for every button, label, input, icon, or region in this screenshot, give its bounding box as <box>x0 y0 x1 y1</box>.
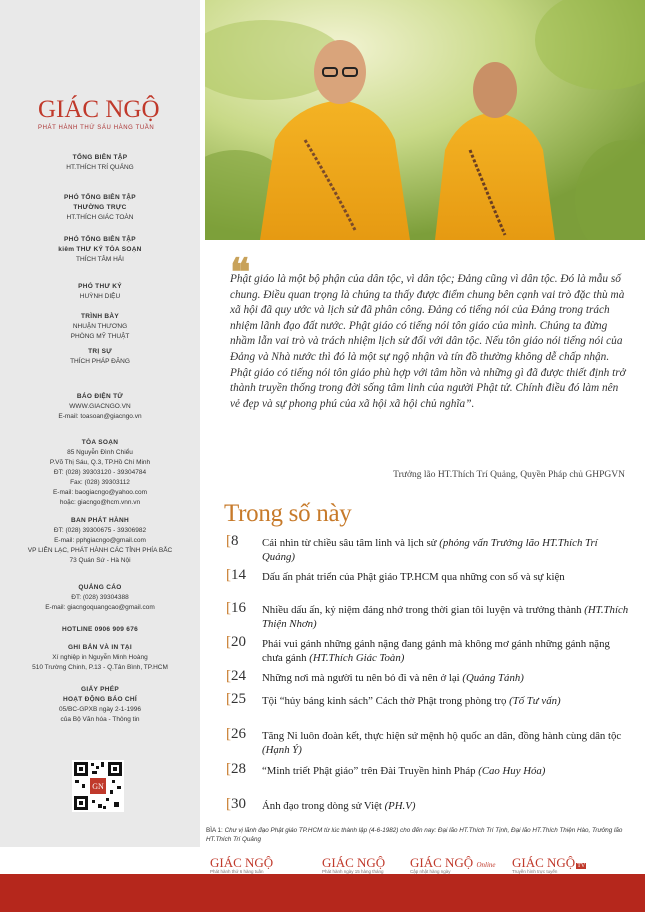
masthead-value: PHÒNG MỸ THUẬT <box>70 333 130 340</box>
footer-brands <box>0 847 645 874</box>
masthead-entry <box>0 685 200 725</box>
masthead-value: ĐT: (028) 39300675 - 39306982 <box>53 527 147 534</box>
masthead-heading: PHÓ TỔNG BIÊN TẬP <box>64 194 136 201</box>
footer-brand-sub: Phát hành thứ 6 hàng tuần <box>210 869 264 874</box>
masthead-entry <box>0 153 200 173</box>
toc-page-number: [8 <box>226 533 239 549</box>
masthead-heading: PHÓ THƯ KÝ <box>78 283 122 290</box>
masthead-entry <box>0 392 200 422</box>
masthead-value: THÍCH PHÁP ĐĂNG <box>70 358 130 365</box>
toc-text: Những nơi mà người tu nên bỏ đi và nên ở lại (Quảng Tánh) <box>262 672 524 684</box>
masthead-value: THÍCH TÂM HẢI <box>76 256 124 263</box>
masthead-entry <box>0 312 200 342</box>
toc-page-number: [30 <box>226 796 246 812</box>
masthead-sidebar <box>0 0 200 865</box>
footer-brand-sub: Phát hành ngày 15 hàng tháng <box>322 869 384 874</box>
toc-text: Phải vui gánh những gánh nặng đang gánh mà không mơ gánh những gánh nặng chưa gánh (HT.Thích Giác Toàn) <box>262 638 610 664</box>
cover-photo <box>205 0 645 240</box>
footer-brand-suffix: TV <box>577 863 586 869</box>
masthead-heading: TÒA SOẠN <box>81 439 119 446</box>
qr-code-icon <box>72 760 124 812</box>
masthead-value: ĐT: (028) 39303120 - 39304784 <box>53 469 147 476</box>
toc-text: Tăng Ni luôn đoàn kết, thực hiện sứ mệnh hộ quốc an dân, đồng hành cùng dân tộc (Hạnh Ý) <box>262 730 622 756</box>
masthead-value: 73 Quán Sứ - Hà Nội <box>69 557 131 564</box>
masthead-value: 85 Nguyễn Đình Chiểu <box>67 449 133 456</box>
masthead-heading: HOTLINE 0906 909 676 <box>61 626 139 633</box>
masthead-heading-2: HOẠT ĐỘNG BÁO CHÍ <box>62 696 138 703</box>
masthead-value: 510 Trường Chinh, P.13 - Q.Tân Bình, TP.HCM <box>32 664 168 671</box>
masthead-value: P.Võ Thị Sáu, Q.3, TP.Hồ Chí Minh <box>49 459 151 466</box>
footer-brand-logo: GIÁC NGỘ <box>322 855 386 870</box>
masthead-value: HT.THÍCH GIÁC TOÀN <box>66 214 134 221</box>
toc-text: Dấu ấn phát triển của Phật giáo TP.HCM qua những con số và sự kiện <box>262 571 565 583</box>
masthead-entry <box>0 235 200 265</box>
toc-text: Nhiều dấu ấn, kỷ niệm đáng nhớ trong thời gian tôi luyện và trưởng thành (HT.Thích Thiện Nhơn) <box>262 604 629 630</box>
masthead-heading: QUẢNG CÁO <box>78 584 122 591</box>
masthead-value: WWW.GIACNGO.VN <box>69 403 131 410</box>
masthead-value: E-mail: toasoan@giacngo.vn <box>58 413 142 420</box>
masthead-value: 05/BC-GPXB ngày 2-1-1996 <box>58 706 142 713</box>
toc-page-number: [25 <box>226 691 246 707</box>
masthead-entry <box>0 583 200 613</box>
toc-page-number: [24 <box>226 668 246 684</box>
main-quote: Phật giáo là một bộ phận của dân tộc, vì dân tộc; Đảng cũng vì dân tộc. Đó là mẫu số chung. Điều quan trọng là chúng ta thấy được điểm chung bên cạnh vai trò đặc thù mà xã hội đã quy ước và lịch sử đã phân công. Đảng có tiếng nói của Đảng trong trách nhiệm lãnh đạo đất nước. Phật giáo có tiếng nói tôn giáo của mình. Chúng ta đừng nhầm lẫn vai trò và trách nhiệm lịch sử đối với dân tộc. Nếu tôn giáo nói tiếng nói của Đảng và Nhà nước thì đó là một sự ngộ nhận và tín đồ thường không dễ chấp nhận. Phật giáo có tiếng nói tôn giáo phù hợp với tâm hồn và những gì đã được thiết định trở thành truyền thống trong đời sống tâm linh của người Phật tử. Chính điều đó làm nên vẻ đẹp và sự phong phú của xã hội xã hội chủ nghĩa”. <box>230 273 626 410</box>
toc-page-number: [16 <box>226 600 246 616</box>
masthead-value: ĐT: (028) 39304388 <box>71 594 129 601</box>
footer-brand-sub: Cập nhật hàng ngày <box>410 869 451 874</box>
masthead-heading: GIẤY PHÉP <box>81 686 119 693</box>
masthead-entry <box>0 282 200 302</box>
masthead-value: của Bộ Văn hóa - Thông tin <box>60 716 140 723</box>
footer-brand-tv[interactable] <box>512 847 645 874</box>
toc-text: Cái nhìn từ chiều sâu tâm linh và lịch sử (phỏng vấn Trưởng lão HT.Thích Trí Quảng) <box>262 537 598 563</box>
masthead-value: E-mail: pphgiacngo@gmail.com <box>54 537 146 544</box>
cover-note <box>206 826 626 844</box>
footer-brand-name: GIÁC NGỘ <box>410 855 474 870</box>
footer-brand-sub: Truyền hình trực tuyến <box>512 869 558 874</box>
toc-text: “Minh triết Phật giáo” trên Đài Truyền hình Pháp (Cao Huy Hóa) <box>262 765 546 777</box>
svg-text:GN: GN <box>92 782 104 791</box>
masthead-entry <box>0 193 200 223</box>
masthead-heading: BAN PHÁT HÀNH <box>70 517 130 524</box>
qr-code[interactable] <box>72 760 124 812</box>
masthead-heading-2: THƯỜNG TRỰC <box>73 204 127 211</box>
masthead-entry <box>0 347 200 367</box>
toc-page-number: [14 <box>226 567 246 583</box>
masthead-value: hoặc: giacngo@hcm.vnn.vn <box>59 499 141 506</box>
quote-attribution: Trưởng lão HT.Thích Trí Quảng, Quyền Pháp chủ GHPGVN <box>393 470 625 480</box>
masthead-value: E-mail: baogiacngo@yahoo.com <box>52 489 148 496</box>
masthead-entry <box>0 643 200 673</box>
toc-page-number: [26 <box>226 726 246 742</box>
toc-text: Ánh đạo trong dòng sử Việt (PH.V) <box>262 800 416 812</box>
masthead-value: VP LIÊN LẠC, PHÁT HÀNH CÁC TỈNH PHÍA BẮC <box>27 547 173 554</box>
masthead-value: NHUẬN THƯƠNG <box>72 323 128 330</box>
masthead-heading: PHÓ TỔNG BIÊN TẬP <box>64 236 136 243</box>
toc-page-number: [20 <box>226 634 246 650</box>
masthead-heading: TỔNG BIÊN TẬP <box>72 154 128 161</box>
masthead-heading: TRÌNH BÀY <box>80 313 120 320</box>
footer-brand-suffix: Online <box>476 861 496 869</box>
footer-red-bar <box>0 874 645 912</box>
toc-page-number: [28 <box>226 761 246 777</box>
masthead-value: HUỲNH DIỆU <box>79 293 121 300</box>
footer-brand-logo: GIÁC NGỘ <box>210 855 274 870</box>
cover-note-label: BÌA 1: <box>206 827 225 834</box>
masthead-heading: TRỊ SỰ <box>88 348 112 355</box>
footer-brand-name: GIÁC NGỘ <box>512 855 576 870</box>
masthead-heading: GHI BẢN VÀ IN TẠI <box>68 644 132 651</box>
cover-note-text: Chư vị lãnh đạo Phật giáo TP.HCM từ lúc thành lập (4-6-1982) cho đến nay: Đại lão HT.Thích Trí Tịnh, Đại lão HT.Thích Thiện Hào, Trưởng lão HT.Thích Trí Quảng <box>206 827 623 843</box>
toc-text: Tội “hủy báng kinh sách” Cách thờ Phật trong phòng trọ (Tố Tư vấn) <box>262 695 561 707</box>
toc-title: Trong số này <box>224 500 352 527</box>
giacngo-logo: GIÁC NGỘ <box>38 96 160 123</box>
masthead-heading: BÁO ĐIỆN TỬ <box>76 393 124 400</box>
masthead-value: HT.THÍCH TRÍ QUẢNG <box>66 164 134 171</box>
masthead-entry <box>0 625 200 635</box>
masthead-heading-2: kiêm THƯ KÝ TÒA SOẠN <box>58 246 142 253</box>
masthead-value: E-mail: giacngoquangcao@gmail.com <box>45 604 155 611</box>
masthead-value: Fax: (028) 39303112 <box>70 479 130 486</box>
masthead-entry <box>0 438 200 508</box>
masthead-value: Xí nghiệp in Nguyễn Minh Hoàng <box>52 654 148 661</box>
masthead-tagline: PHÁT HÀNH THỨ SÁU HÀNG TUẦN <box>38 125 155 131</box>
monks-photo-illustration <box>205 0 645 240</box>
masthead-entry <box>0 516 200 566</box>
quote-mark-icon: ❝ <box>230 252 251 294</box>
